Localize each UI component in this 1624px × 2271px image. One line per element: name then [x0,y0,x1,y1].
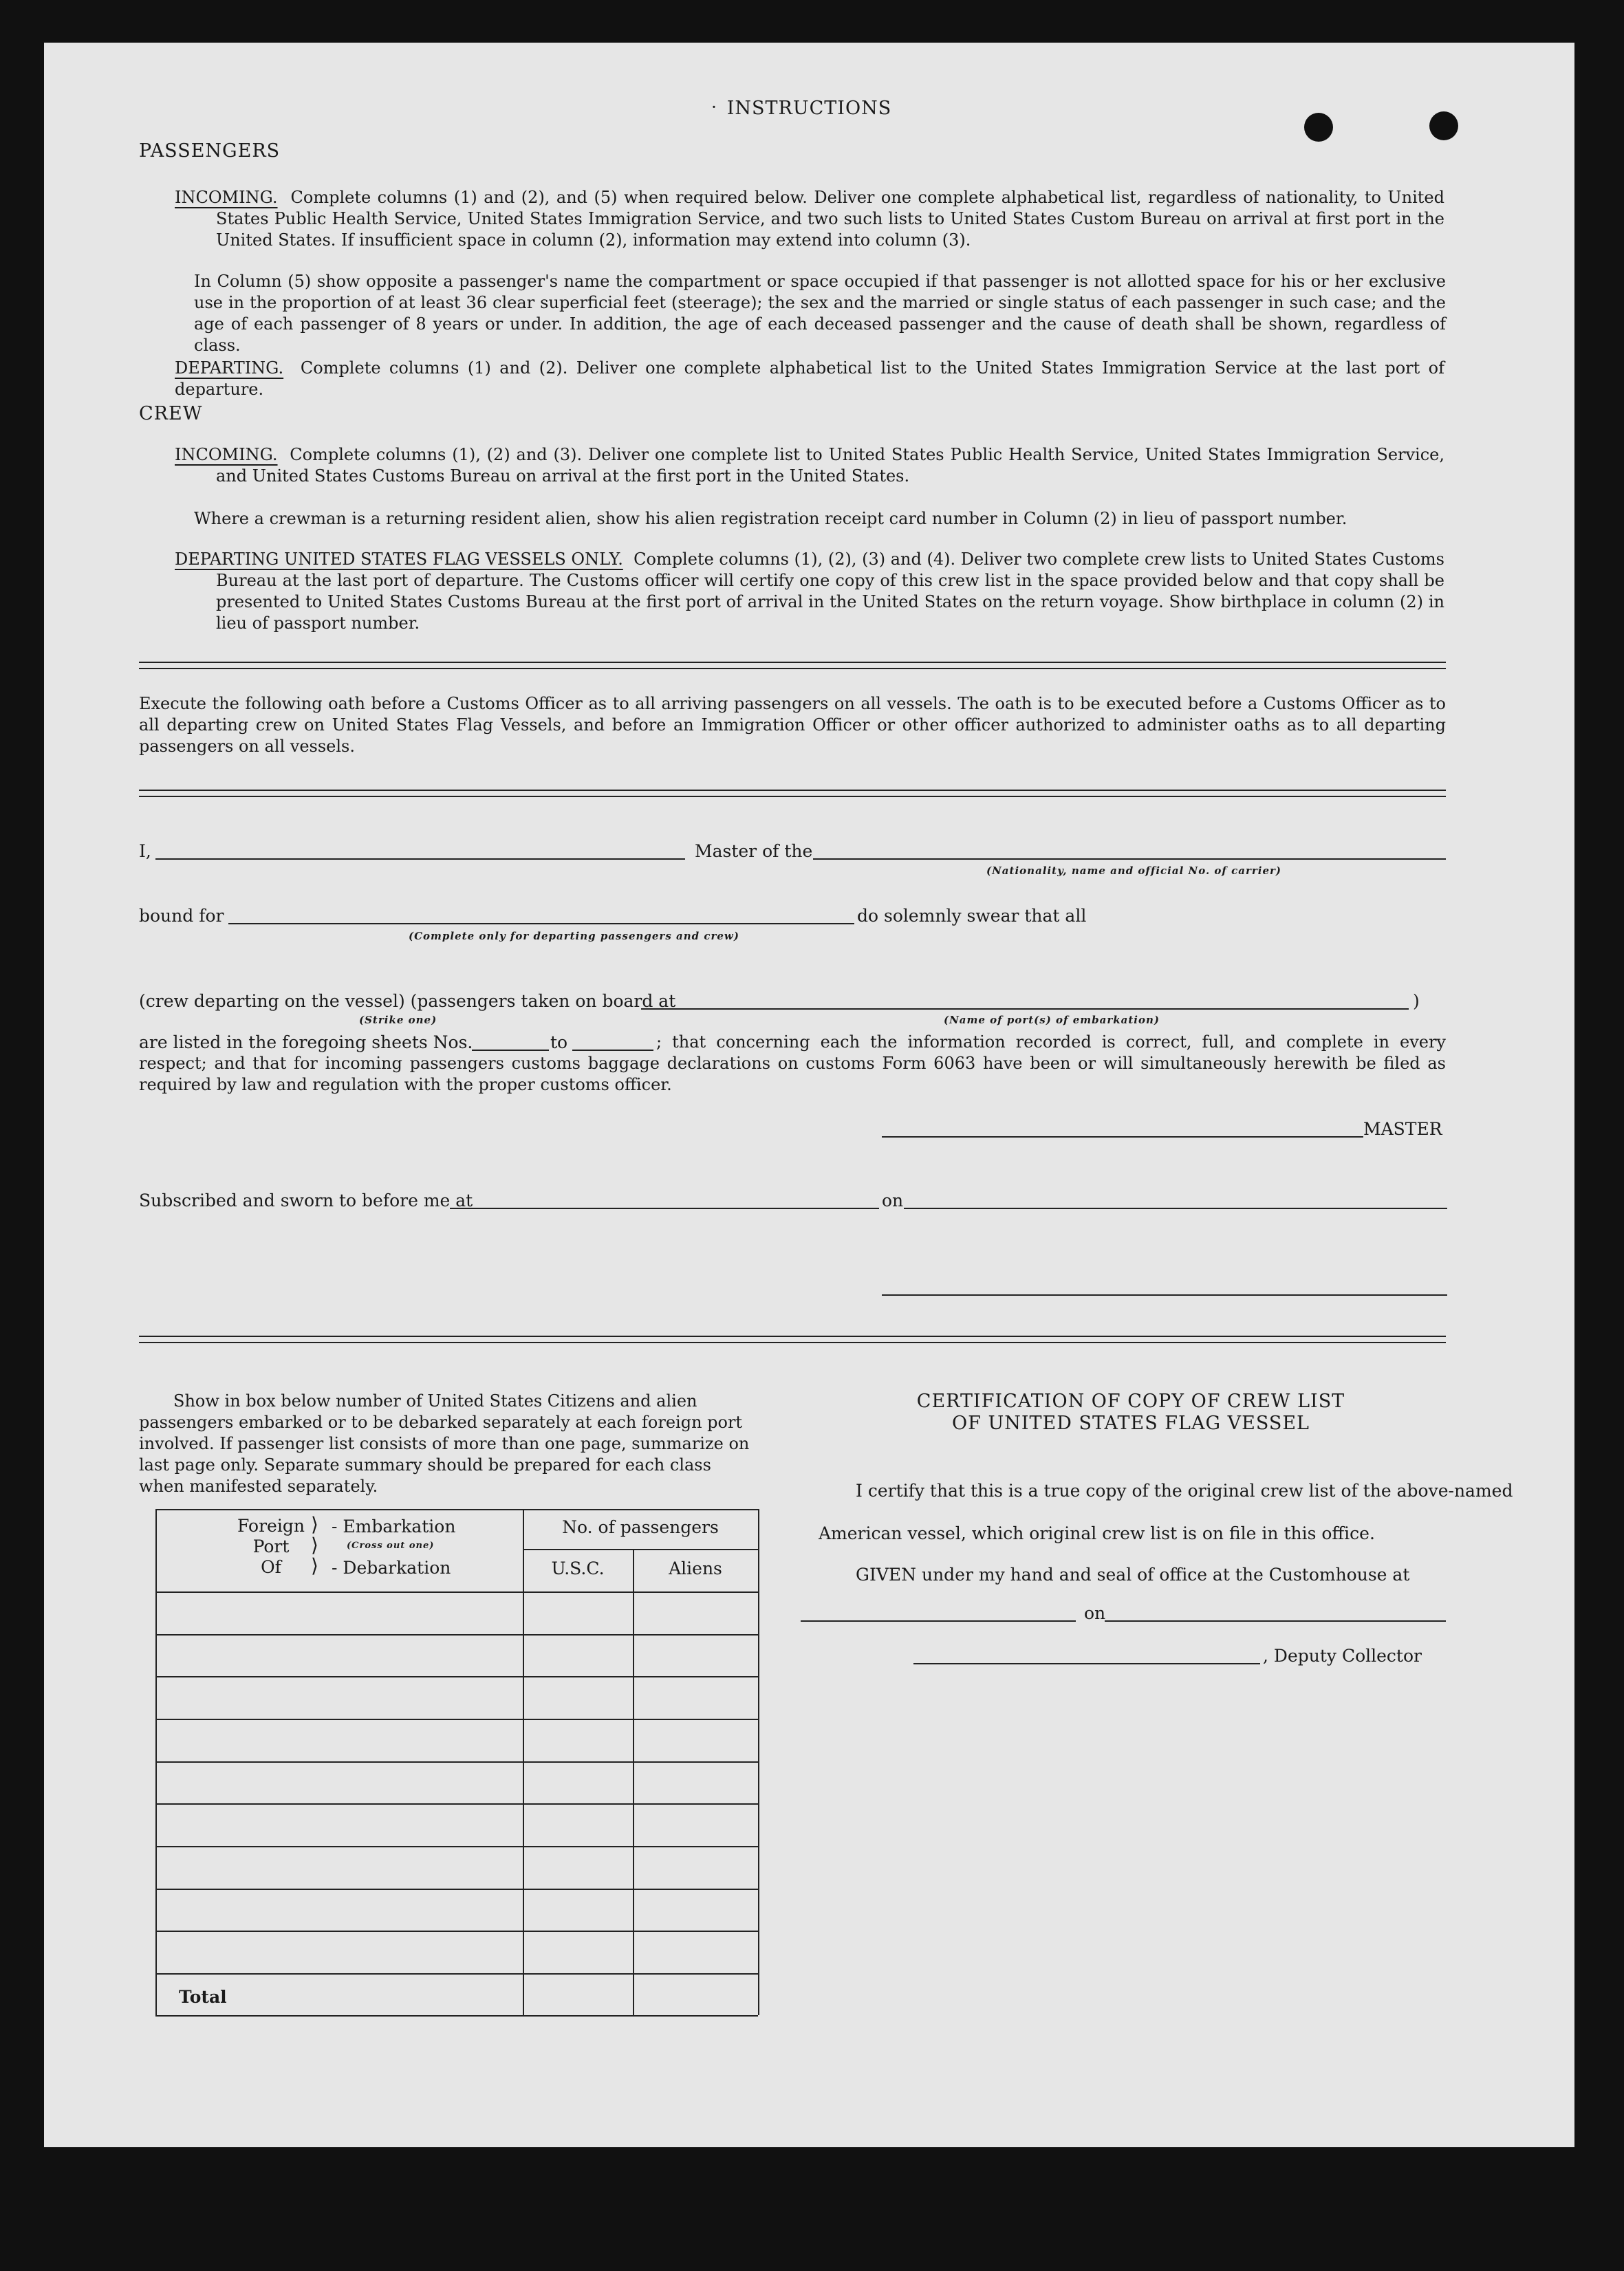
table-border [155,1676,758,1677]
sworn-place-field[interactable] [450,1208,879,1209]
table-border [155,1719,758,1720]
table-border [155,1634,758,1636]
table-border [155,2015,758,2017]
table-border [633,1549,634,2015]
passengers-departing-text: Complete columns (1) and (2). Deliver one complete alphabetical list to the United States Immigration Service at the last port of departure. [175,358,1444,399]
certification-on-label: on [1084,1603,1106,1623]
carrier-field[interactable] [813,858,1446,860]
no-passengers-header: No. of passengers [562,1517,719,1537]
page-title: INSTRUCTIONS [726,98,892,119]
col-port: Port [252,1536,290,1556]
strike-one-caption: (Strike one) [359,1014,437,1026]
bound-for-label: bound for [139,906,224,926]
ports-caption: (Name of port(s) of embarkation) [944,1014,1160,1026]
total-label: Total [179,1987,227,2007]
table-border [155,1889,758,1890]
solemnly-swear-text: do solemnly swear that all [857,906,1087,926]
crew-incoming-label: INCOMING. [175,445,278,464]
bound-for-caption: (Complete only for departing passengers and crew) [409,930,739,942]
divider [139,790,1446,797]
master-of-label: Master of the [695,841,813,861]
master-signature-field[interactable] [882,1136,1363,1138]
passengers-departing [175,358,1444,400]
passengers-incoming [175,187,1444,251]
deputy-collector-label: , Deputy Collector [1263,1646,1422,1666]
brace-icon: ⟩ ⟩ ⟩ [311,1513,318,1577]
bound-for-field[interactable] [228,923,854,924]
table-border [523,1509,524,2015]
table-border [155,1509,758,1510]
listed-rest: ; that concerning each the information recorded is correct, full, and complete in every respect; and that for incoming passengers customs baggage declarations on customs Form 6063 have been or will simultaneously herewith be filed as required by law and regulation with the proper customs officer. [139,1032,1446,1094]
passengers-incoming-label: INCOMING. [175,188,278,207]
crew-departing-text: Complete columns (1), (2), (3) and (4). Deliver two complete crew lists to United States Customs Bureau at the last port of departure. The Customs officer will certify one copy of this crew list in the space provided below and that copy shall be presented to United States Customs Bureau at the first port of arrival in the United States on the return voyage. Show birthplace in column (2) in lieu of passport number. [216,550,1444,633]
certification-title-2: OF UNITED STATES FLAG VESSEL [952,1413,1310,1434]
oath-i-label: I, [139,841,151,861]
to-label: to [550,1032,568,1052]
deputy-collector-field[interactable] [913,1663,1260,1664]
subscribed-label: Subscribed and sworn to before me at [139,1191,473,1210]
table-border [155,1846,758,1847]
passengers-heading: PASSENGERS [139,140,281,162]
table-border [758,1509,759,2015]
header-mark: · [711,97,717,117]
sworn-on-label: on [882,1191,904,1210]
certify-text: I certify that this is a true copy of the original crew list of the above-named [856,1481,1513,1501]
listed-prefix: are listed in the foregoing sheets Nos. [139,1032,473,1052]
oath-instruction: Execute the following oath before a Customs Officer as to all arriving passengers on all vessels. The oath is to be executed before a Customs Officer as to all departing crew on United States Flag Vessels, and before an Immigration Officer or other officer authorized to administer oaths as to all departing passengers on all vessels. [139,694,1446,756]
crew-incoming-text: Complete columns (1), (2) and (3). Deliver one complete list to United States Public Health Service, United States Immigration Service, and United States Customs Bureau on arrival at the first port in the United States. [216,445,1445,486]
passengers-column5: In Column (5) show opposite a passenger's name the compartment or space occupied if that passenger is not allotted space for his or her exclusive use in the proportion of at least 36 clear superficial feet (steerage); the sex and the married or single status of each passenger in such case; and the age of each passenger of 8 years or under. In addition, the age of each deceased passenger and the cause of death shall be shown, regardless of class. [194,272,1446,355]
crew-heading: CREW [139,403,203,424]
carrier-caption: (Nationality, name and official No. of carrier) [986,865,1281,877]
divider [139,1336,1446,1343]
embarkation-ports-field[interactable] [641,1008,1409,1010]
table-border [155,1761,758,1763]
aliens-header: Aliens [669,1558,722,1578]
crew-departing [175,549,1444,634]
table-border [155,1509,157,2015]
close-paren: ) [1413,991,1420,1011]
table-border [155,1803,758,1805]
officer-signature-field[interactable] [882,1294,1447,1296]
embarkation-label: - Embarkation [332,1517,456,1536]
certification-date-field[interactable] [1105,1620,1446,1622]
customhouse-field[interactable] [801,1620,1076,1622]
divider [139,662,1446,669]
summary-instruction: Show in box below number of United States Citizens and alien passengers embarked or to be debarked separately at each foreign port involved. If passenger list consists of more than one page, summarize on last page only. Separate summary should be prepared for each class when manifested separately. [139,1391,750,1496]
crew-passengers-text: (crew departing on the vessel) (passengers taken on board at [139,991,676,1011]
table-border [523,1549,758,1550]
crew-departing-label: DEPARTING UNITED STATES FLAG VESSELS ONLY. [175,550,623,569]
table-border [155,1591,758,1593]
certification-title-1: CERTIFICATION OF COPY OF CREW LIST [916,1391,1345,1412]
master-label: MASTER [1363,1119,1442,1139]
crew-resident: Where a crewman is a returning resident alien, show his alien registration receipt card number in Column (2) in lieu of passport number. [194,509,1347,528]
crew-incoming [175,444,1444,487]
passengers-departing-label: DEPARTING. [175,358,284,378]
table-border [155,1931,758,1932]
given-text: GIVEN under my hand and seal of office at the Customhouse at [856,1565,1410,1585]
american-vessel-text: American vessel, which original crew list is on file in this office. [819,1523,1375,1543]
sworn-date-field[interactable] [904,1208,1447,1209]
cross-out-caption: (Cross out one) [347,1541,435,1551]
col-foreign: Foreign [237,1516,305,1536]
usc-header: U.S.C. [551,1558,605,1578]
debarkation-label: - Debarkation [332,1558,451,1578]
form-page [44,43,1574,2147]
passengers-incoming-text: Complete columns (1) and (2), and (5) when required below. Deliver one complete alphabetical list, regardless of nationality, to United States Public Health Service, United States Immigration Service, and two such lists to United States Custom Bureau on arrival at first port in the United States. If insufficient space in column (2), information may extend into column (3). [216,188,1444,250]
table-border [155,1973,758,1975]
master-name-field[interactable] [155,858,685,860]
col-of: Of [261,1557,281,1577]
